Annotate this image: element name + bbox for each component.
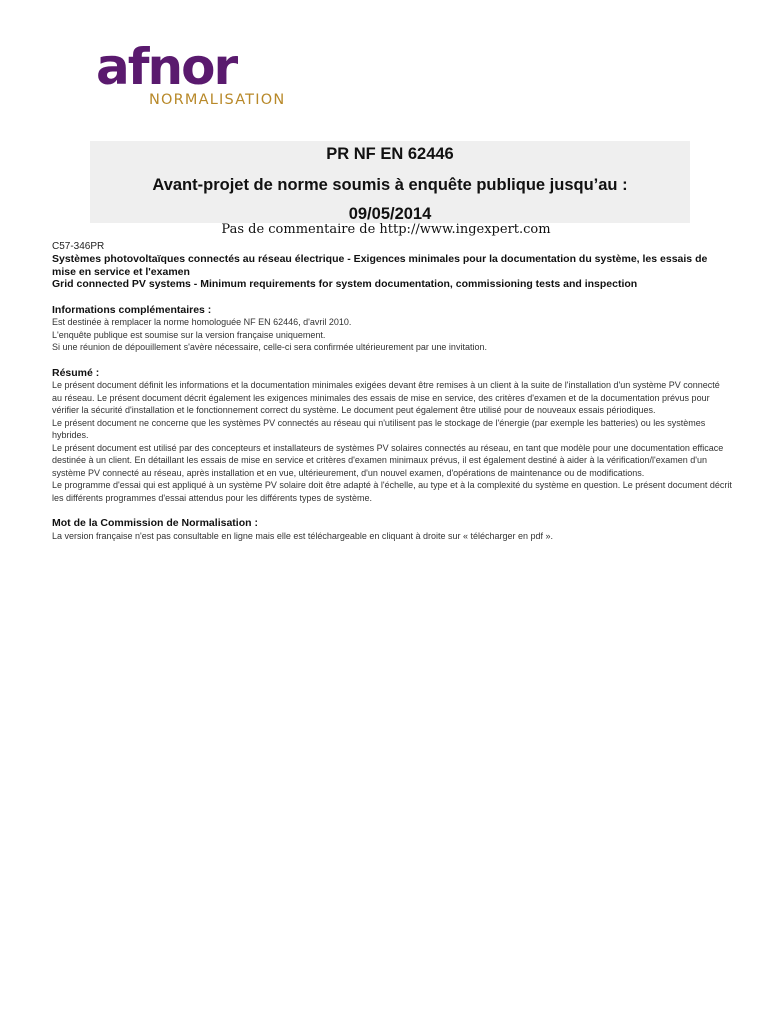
standard-reference: PR NF EN 62446 <box>326 145 454 163</box>
document-code: C57-346PR <box>52 241 105 252</box>
document-body <box>52 241 732 542</box>
watermark-stamp: Pas de commentaire de http://www.ingexpert.com <box>221 222 551 237</box>
enquiry-notice: Avant-projet de norme soumis à enquête publique jusqu’au : <box>152 176 628 194</box>
paragraph: La version française n'est pas consultable en ligne mais elle est téléchargeable en cliquant à droite sur « télécharger en pdf ». <box>52 530 554 541</box>
document-title-en: Grid connected PV systems - Minimum requirements for system documentation, commissioning tests and inspection <box>52 278 638 290</box>
paragraph: Le présent document ne concerne que les systèmes PV connectés au réseau qui n'utilisent pas le stockage de l'énergie (par exemple les batteries) ou les systèmes hybrides. <box>52 417 706 440</box>
section-heading: Informations complémentaires : <box>52 303 212 316</box>
section-resume <box>52 367 732 505</box>
document-title-fr: Systèmes photovoltaïques connectés au réseau électrique - Exigences minimales pour la documentation du système, les essais de mise en service et l'examen <box>52 253 708 278</box>
enquiry-deadline: 09/05/2014 <box>348 205 432 223</box>
header-banner <box>90 141 690 223</box>
paragraph: Le présent document définit les informations et la documentation minimales exigées devant être remises à un client à la suite de l'installation d'un système PV connecté au réseau. Le présent document décrit également les exigences minimales des essais de mise en service, des critères d'examen et de la documentation prévus pour vérifier la sécurité d'installation et le fonctionnement correct du système. Le document peut également être utilisé pour de nouveaux essais périodiques. <box>52 380 720 415</box>
paragraph: L'enquête publique est soumise sur la version française uniquement. <box>52 329 326 340</box>
section-heading: Résumé : <box>52 366 100 379</box>
paragraph: Le présent document est utilisé par des concepteurs et installateurs de systèmes PV solaires connectés au réseau, en tant que modèle pour une documentation efficace destinée à un client. En détaillant les essais de mise en service et critères d'examen minimaux prévus, il est également destiné à aider à la vérification/l'examen d'un système PV connecté au réseau, après installation et en vue, ultérieurement, d'un nouvel examen, d'opérations de maintenance ou de modifications. <box>52 442 724 478</box>
logo-wordmark: afnor <box>96 38 237 96</box>
section-informations <box>52 304 732 354</box>
section-commission <box>52 517 732 542</box>
paragraph: Est destinée à remplacer la norme homologuée NF EN 62446, d'avril 2010. <box>52 317 352 327</box>
logo-subtitle: NORMALISATION <box>149 92 286 108</box>
section-heading: Mot de la Commission de Normalisation : <box>52 517 258 529</box>
afnor-logo <box>96 38 336 112</box>
paragraph: Si une réunion de dépouillement s'avère nécessaire, celle-ci sera confirmée ultérieurement par une invitation. <box>52 342 487 352</box>
paragraph: Le programme d'essai qui est appliqué à un système PV solaire doit être adapté à l'échelle, au type et à la complexité du système en question. Le présent document décrit les différents programmes d'essai attendus pour les différents types de système. <box>52 480 732 503</box>
